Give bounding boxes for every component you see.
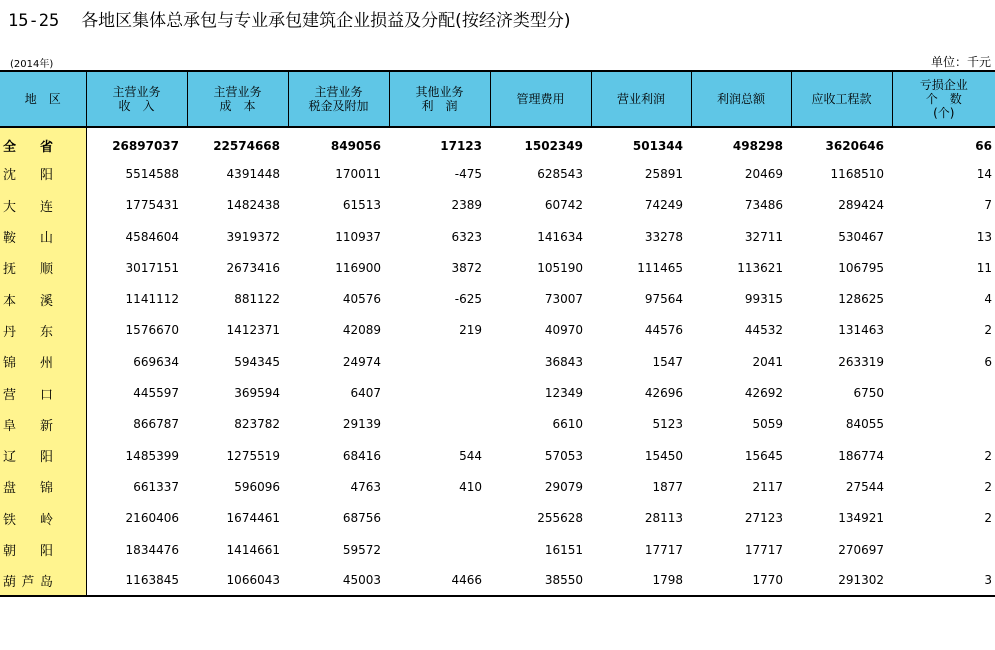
column-header-line: 管理费用 xyxy=(516,92,565,106)
value-cell: 3620646 xyxy=(825,138,884,153)
value-cell: 113621 xyxy=(737,260,783,275)
value-cell: 2041 xyxy=(752,354,783,369)
table-title: 各地区集体总承包与专业承包建筑企业损益及分配(按经济类型分) xyxy=(81,11,571,31)
column-header-line: 利润总额 xyxy=(716,92,765,106)
value-cell: 669634 xyxy=(133,354,179,369)
value-cell: 1275519 xyxy=(226,448,280,463)
column-header xyxy=(691,71,791,127)
value-cell: 2389 xyxy=(451,198,482,213)
column-header-line: 税金及附加 xyxy=(308,99,369,113)
value-cell: 498298 xyxy=(732,138,783,153)
region-name: 全省 xyxy=(3,140,53,156)
value-cell: 291302 xyxy=(791,565,892,596)
value-cell: 4763 xyxy=(350,479,381,494)
region-name: 鞍山 xyxy=(3,231,53,247)
table-row xyxy=(0,315,995,346)
value-cell: 61513 xyxy=(342,198,381,213)
table-row-total xyxy=(0,127,995,158)
value-cell: 17717 xyxy=(744,542,783,557)
table-row xyxy=(0,471,995,502)
region-name: 葫芦岛 xyxy=(3,574,53,590)
value-cell: 1163845 xyxy=(86,565,187,596)
value-cell: 20469 xyxy=(744,166,783,181)
value-cell xyxy=(892,377,995,408)
column-header xyxy=(86,71,187,127)
region-cell xyxy=(0,158,86,189)
region-cell xyxy=(0,346,86,377)
value-cell: 1834476 xyxy=(125,542,179,557)
region-cell xyxy=(0,409,86,440)
value-cell: 186774 xyxy=(838,448,884,463)
value-cell: 38550 xyxy=(490,565,591,596)
region-name: 抚顺 xyxy=(3,262,53,278)
value-cell: 6 xyxy=(984,354,992,369)
table-row xyxy=(0,440,995,471)
column-header xyxy=(791,71,892,127)
value-cell: 28113 xyxy=(644,511,683,526)
value-cell: 544 xyxy=(459,448,482,463)
value-cell: 1482438 xyxy=(226,198,280,213)
region-name: 朝阳 xyxy=(3,544,53,559)
value-cell: 1141112 xyxy=(125,292,179,307)
region-name: 辽阳 xyxy=(3,450,53,466)
region-cell xyxy=(0,283,86,314)
value-cell: 1414661 xyxy=(226,542,280,557)
value-cell: 42692 xyxy=(744,386,783,401)
value-cell: 105190 xyxy=(537,260,583,275)
value-cell xyxy=(389,377,490,408)
page-title xyxy=(8,6,570,31)
value-cell: 15450 xyxy=(644,448,683,463)
value-cell: 110937 xyxy=(335,229,381,244)
value-cell: 2 xyxy=(984,479,992,494)
value-cell: 445597 xyxy=(133,386,179,401)
column-header-line: 亏损企业 xyxy=(919,78,968,92)
column-header xyxy=(0,71,86,127)
region-cell xyxy=(0,127,86,158)
value-cell: 128625 xyxy=(838,292,884,307)
value-cell: 255628 xyxy=(537,511,583,526)
value-cell: 57053 xyxy=(544,448,583,463)
region-cell xyxy=(0,190,86,221)
value-cell: 24974 xyxy=(342,354,381,369)
value-cell: 596096 xyxy=(234,479,280,494)
region-cell xyxy=(0,315,86,346)
value-cell: 7 xyxy=(984,198,992,213)
value-cell: 141634 xyxy=(537,229,583,244)
value-cell: -475 xyxy=(454,166,482,181)
region-name: 阜新 xyxy=(3,418,53,434)
region-cell xyxy=(0,534,86,565)
column-header-line: 营业利润 xyxy=(616,92,665,106)
value-cell: 5123 xyxy=(652,417,683,432)
value-cell: 44576 xyxy=(644,323,683,338)
value-cell: 2 xyxy=(984,511,992,526)
value-cell: 3872 xyxy=(451,260,482,275)
column-header xyxy=(389,71,490,127)
value-cell: 73007 xyxy=(544,292,583,307)
table-row xyxy=(0,565,995,596)
value-cell: 14 xyxy=(976,166,992,181)
column-header xyxy=(591,71,691,127)
value-cell: 2160406 xyxy=(125,511,179,526)
value-cell: 6610 xyxy=(552,417,583,432)
value-cell: 73486 xyxy=(744,198,783,213)
value-cell: 44532 xyxy=(744,323,783,338)
column-header-line: (个) xyxy=(933,106,955,120)
value-cell: 1877 xyxy=(652,479,683,494)
value-cell: 594345 xyxy=(234,354,280,369)
table-row xyxy=(0,252,995,283)
column-header-line: 应收工程款 xyxy=(811,92,872,106)
column-header-line: 其他业务 xyxy=(415,85,464,99)
value-cell xyxy=(892,409,995,440)
value-cell: 66 xyxy=(975,138,992,153)
value-cell: 60742 xyxy=(544,198,583,213)
unit-note: 单位：千元 xyxy=(930,55,991,69)
value-cell: 1674461 xyxy=(226,511,280,526)
table-row xyxy=(0,377,995,408)
value-cell: 26897037 xyxy=(112,138,179,153)
value-cell: 131463 xyxy=(838,323,884,338)
region-name: 丹东 xyxy=(3,324,53,340)
table-header-row xyxy=(0,71,995,127)
value-cell: 36843 xyxy=(544,354,583,369)
region-cell xyxy=(0,252,86,283)
value-cell: 33278 xyxy=(644,229,683,244)
value-cell: 40970 xyxy=(544,323,583,338)
value-cell: 6750 xyxy=(853,386,884,401)
value-cell: 32711 xyxy=(744,229,783,244)
value-cell: 17123 xyxy=(440,138,482,153)
value-cell: 29079 xyxy=(544,479,583,494)
column-header-line: 收 入 xyxy=(118,99,155,113)
region-name: 盘锦 xyxy=(3,481,53,497)
value-cell: 97564 xyxy=(644,292,683,307)
value-cell: 13 xyxy=(976,229,992,244)
value-cell: 1576670 xyxy=(125,323,179,338)
value-cell: 111465 xyxy=(637,260,683,275)
value-cell: 2117 xyxy=(752,479,783,494)
value-cell: 369594 xyxy=(234,386,280,401)
column-header-line: 成 本 xyxy=(219,99,256,113)
value-cell: 881122 xyxy=(234,292,280,307)
value-cell: 661337 xyxy=(133,479,179,494)
value-cell: 29139 xyxy=(342,417,381,432)
value-cell xyxy=(389,503,490,534)
value-cell xyxy=(892,534,995,565)
region-name: 铁岭 xyxy=(3,512,53,528)
region-cell xyxy=(0,503,86,534)
value-cell: 1770 xyxy=(691,565,791,596)
value-cell: 4466 xyxy=(389,565,490,596)
table-row xyxy=(0,158,995,189)
value-cell: 11 xyxy=(976,260,992,275)
table-row xyxy=(0,283,995,314)
column-header xyxy=(490,71,591,127)
region-name: 沈阳 xyxy=(3,168,53,184)
column-header-line: 个 数 xyxy=(925,92,962,106)
value-cell: 530467 xyxy=(838,229,884,244)
region-name: 大连 xyxy=(3,199,53,215)
value-cell: 12349 xyxy=(544,386,583,401)
table-row xyxy=(0,503,995,534)
value-cell: 45003 xyxy=(288,565,389,596)
value-cell: 6407 xyxy=(350,386,381,401)
value-cell: 4391448 xyxy=(226,166,280,181)
value-cell: 1066043 xyxy=(187,565,288,596)
value-cell: 1502349 xyxy=(524,138,583,153)
value-cell: 849056 xyxy=(330,138,381,153)
value-cell: 68416 xyxy=(342,448,381,463)
value-cell: 1547 xyxy=(652,354,683,369)
region-name: 营口 xyxy=(3,387,53,403)
region-cell xyxy=(0,440,86,471)
table-row xyxy=(0,221,995,252)
value-cell: 1168510 xyxy=(830,166,884,181)
column-header xyxy=(187,71,288,127)
value-cell: 219 xyxy=(459,323,482,338)
value-cell: -625 xyxy=(454,292,482,307)
region-cell xyxy=(0,471,86,502)
table-row xyxy=(0,190,995,221)
value-cell: 270697 xyxy=(838,542,884,557)
column-header xyxy=(892,71,995,127)
value-cell: 4584604 xyxy=(125,229,179,244)
value-cell: 74249 xyxy=(644,198,683,213)
column-header-line: 利 润 xyxy=(421,99,458,113)
value-cell: 134921 xyxy=(838,511,884,526)
value-cell: 116900 xyxy=(335,260,381,275)
value-cell: 628543 xyxy=(537,166,583,181)
value-cell: 4 xyxy=(984,292,992,307)
value-cell: 823782 xyxy=(234,417,280,432)
value-cell xyxy=(389,346,490,377)
value-cell: 1412371 xyxy=(226,323,280,338)
table-number: 15-25 xyxy=(8,11,60,31)
region-cell xyxy=(0,565,86,596)
value-cell: 1485399 xyxy=(125,448,179,463)
value-cell: 3919372 xyxy=(226,229,280,244)
value-cell: 27123 xyxy=(744,511,783,526)
value-cell: 2673416 xyxy=(226,260,280,275)
value-cell: 68756 xyxy=(342,511,381,526)
value-cell: 2 xyxy=(984,448,992,463)
value-cell: 22574668 xyxy=(213,138,280,153)
value-cell: 2 xyxy=(984,323,992,338)
value-cell: 42696 xyxy=(644,386,683,401)
value-cell: 170011 xyxy=(335,166,381,181)
value-cell: 84055 xyxy=(845,417,884,432)
region-name: 本溪 xyxy=(3,293,53,309)
table-row xyxy=(0,534,995,565)
value-cell: 40576 xyxy=(342,292,381,307)
value-cell: 59572 xyxy=(342,542,381,557)
value-cell: 106795 xyxy=(838,260,884,275)
column-header-line: 主营业务 xyxy=(112,85,161,99)
value-cell: 99315 xyxy=(744,292,783,307)
value-cell: 16151 xyxy=(544,542,583,557)
value-cell: 5059 xyxy=(752,417,783,432)
value-cell: 15645 xyxy=(744,448,783,463)
value-cell: 1775431 xyxy=(125,198,179,213)
value-cell: 263319 xyxy=(838,354,884,369)
year-note: (2014年) xyxy=(10,59,54,70)
value-cell: 501344 xyxy=(632,138,683,153)
value-cell: 410 xyxy=(459,479,482,494)
column-header xyxy=(288,71,389,127)
data-table xyxy=(0,70,995,597)
column-header-line: 主营业务 xyxy=(213,85,262,99)
column-header-line: 主营业务 xyxy=(314,85,363,99)
table-row xyxy=(0,409,995,440)
value-cell: 289424 xyxy=(838,198,884,213)
region-name: 锦州 xyxy=(3,356,53,372)
value-cell: 866787 xyxy=(133,417,179,432)
value-cell: 25891 xyxy=(644,166,683,181)
value-cell: 17717 xyxy=(644,542,683,557)
value-cell: 3 xyxy=(892,565,995,596)
value-cell xyxy=(389,534,490,565)
region-cell xyxy=(0,377,86,408)
value-cell: 6323 xyxy=(451,229,482,244)
region-cell xyxy=(0,221,86,252)
value-cell: 42089 xyxy=(342,323,381,338)
value-cell xyxy=(389,409,490,440)
value-cell: 1798 xyxy=(591,565,691,596)
value-cell: 27544 xyxy=(845,479,884,494)
column-header-line: 地 区 xyxy=(24,92,61,106)
table-row xyxy=(0,346,995,377)
value-cell: 3017151 xyxy=(125,260,179,275)
value-cell: 5514588 xyxy=(125,166,179,181)
